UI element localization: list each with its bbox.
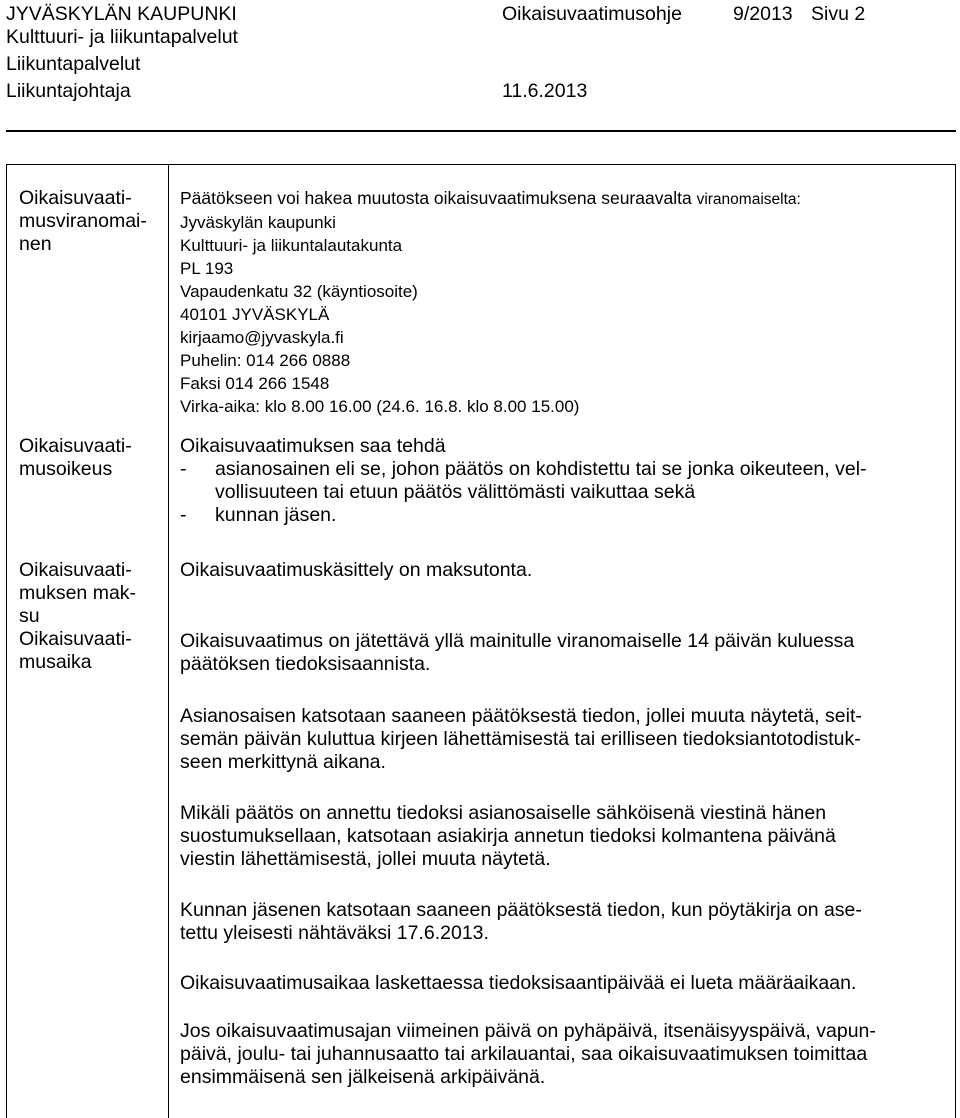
- authority-intro: Päätökseen voi hakea muutosta oikaisuvaatimuksena seuraavalta viranomaiselta:: [180, 188, 801, 208]
- document-date: 11.6.2013: [502, 80, 588, 102]
- period-paragraph-1: Oikaisuvaatimus on jätettävä yllä mainitulle viranomaiselle 14 päivän kuluessa päätöksen tiedoksisaannista.: [180, 630, 855, 675]
- fax-number: Faksi 014 266 1548: [180, 374, 330, 393]
- label-authority: Oikaisuvaati- musviranomai- nen: [19, 187, 147, 255]
- office-hours: Virka-aika: klo 8.00 16.00 (24.6. 16.8. klo 8.00 15.00): [180, 397, 580, 416]
- right-section: Oikaisuvaatimuksen saa tehdä - asianosainen eli se, johon päätös on kohdistettu tai se jonka oikeuteen, vel- vollisuuteen tai etuun päätös välittömästi vaikuttaa sekä - kunnan jäsen.: [180, 435, 940, 527]
- table-column-divider: [168, 164, 169, 1118]
- address-line: Kulttuuri- ja liikuntalautakunta: [180, 236, 403, 255]
- document-number: 9/2013: [733, 3, 793, 25]
- label-fee: Oikaisuvaati- muksen mak- su: [19, 559, 137, 627]
- phone-number: Puhelin: 014 266 0888: [180, 351, 351, 370]
- department: Kulttuuri- ja liikuntapalvelut: [6, 26, 238, 48]
- role: Liikuntajohtaja: [6, 80, 131, 102]
- address-line: Jyväskylän kaupunki: [180, 213, 336, 232]
- period-paragraph-4: Kunnan jäsenen katsotaan saaneen päätöksestä tiedon, kun pöytäkirja on ase- tettu yleisesti nähtäväksi 17.6.2013.: [180, 899, 862, 944]
- unit: Liikuntapalvelut: [6, 53, 141, 75]
- period-paragraph-3: Mikäli päätös on annettu tiedoksi asianosaiselle sähköisenä viestinä hänen suostumuksellaan, katsotaan asiakirja annetun tiedoksi kolmantena päivänä viestin lähettämisestä, jollei muuta näytetä.: [180, 802, 836, 870]
- document-title: Oikaisuvaatimusohje: [502, 3, 682, 25]
- address-line: PL 193: [180, 259, 234, 278]
- label-period: Oikaisuvaati- musaika: [19, 628, 132, 673]
- authority-address: [180, 211, 579, 418]
- label-right: Oikaisuvaati- musoikeus: [19, 435, 132, 480]
- table-top-border: [6, 164, 956, 165]
- period-paragraph-5: Oikaisuvaatimusaikaa laskettaessa tiedoksisaantipäivää ei lueta määräaikaan.: [180, 972, 857, 994]
- header-divider: [6, 130, 956, 132]
- address-line: 40101 JYVÄSKYLÄ: [180, 305, 330, 324]
- table-right-border: [955, 164, 956, 1118]
- right-item-1: - asianosainen eli se, johon päätös on kohdistettu tai se jonka oikeuteen, vel-: [180, 458, 867, 480]
- period-paragraph-6: Jos oikaisuvaatimusajan viimeinen päivä on pyhäpäivä, itsenäisyyspäivä, vapun- päivä, joulu- tai juhannusaatto tai arkilauantai, saa oikaisuvaatimuksen toimittaa ensimmäisenä sen jälkeisenä arkipäivänä.: [180, 1020, 876, 1088]
- email-address: kirjaamo@jyvaskyla.fi: [180, 328, 344, 347]
- table-left-border: [6, 164, 7, 1118]
- page-number: Sivu 2: [811, 3, 866, 25]
- period-paragraph-2: Asianosaisen katsotaan saaneen päätöksestä tiedon, jollei muuta näytetä, seit- semän päivän kuluttua kirjeen lähettämisestä tai erilliseen tiedoksiantotodistuk- seen merkittynä aikana.: [180, 705, 862, 773]
- right-item-2: - kunnan jäsen.: [180, 504, 337, 526]
- right-intro: Oikaisuvaatimuksen saa tehdä: [180, 435, 446, 457]
- address-line: Vapaudenkatu 32 (käyntiosoite): [180, 282, 418, 301]
- fee-text: Oikaisuvaatimuskäsittely on maksutonta.: [180, 559, 533, 581]
- org-name: JYVÄSKYLÄN KAUPUNKI: [6, 3, 237, 25]
